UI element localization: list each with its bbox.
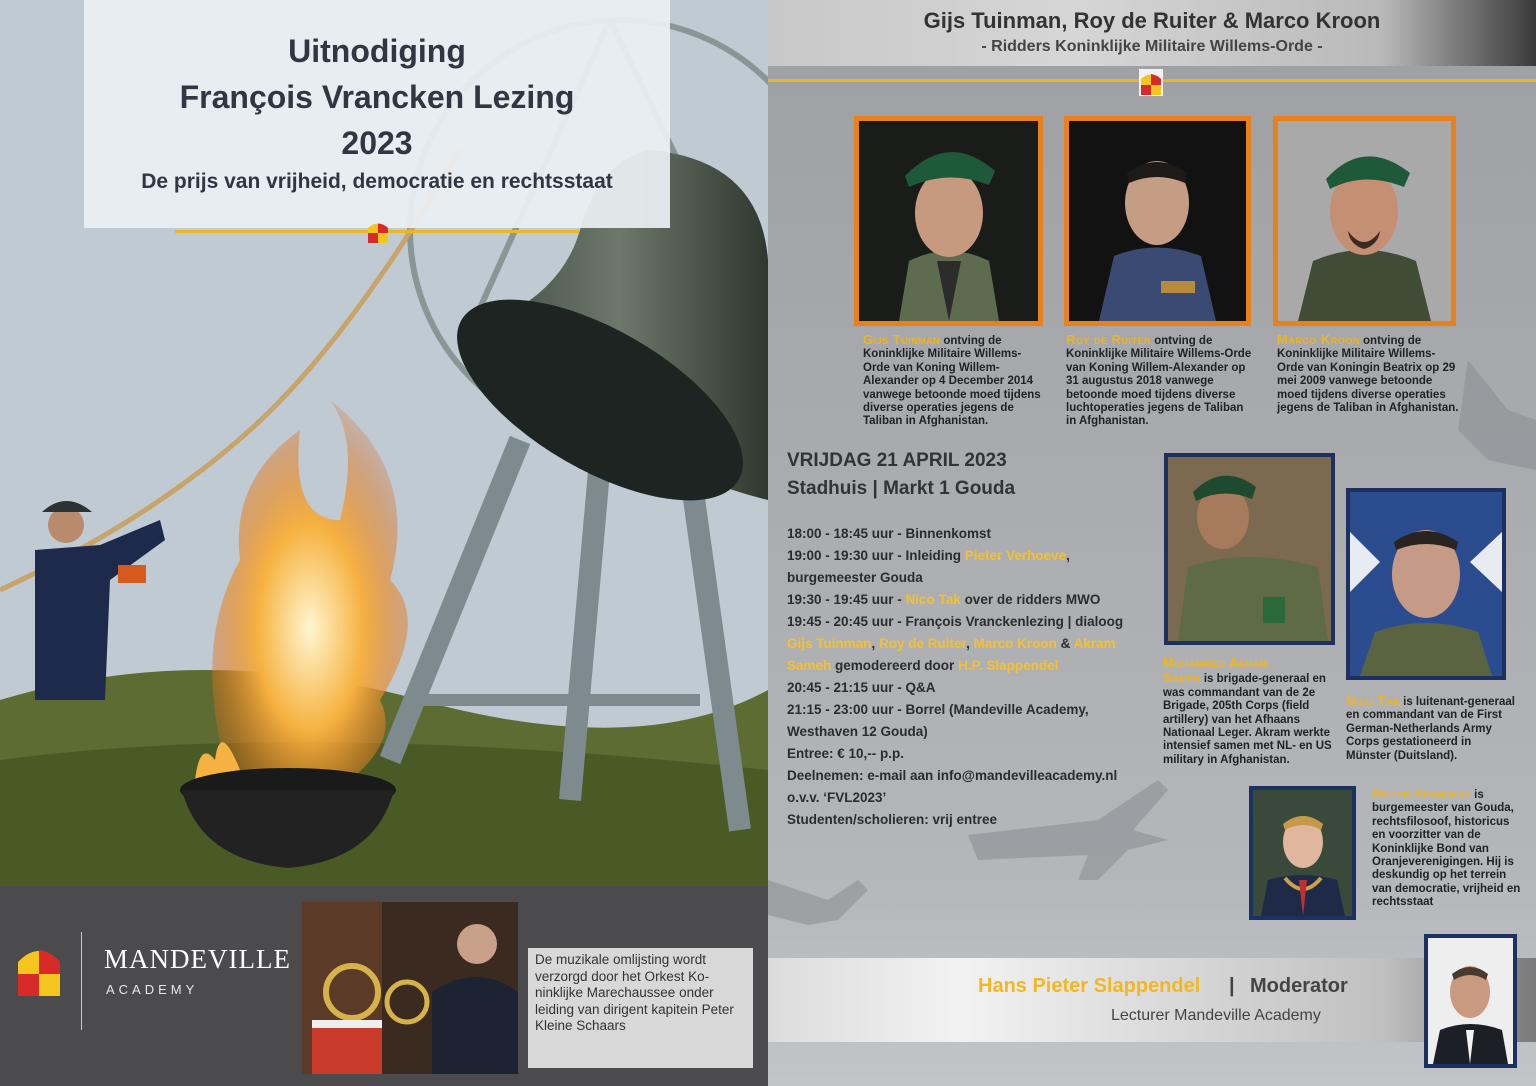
orchestra-photo <box>302 902 518 1074</box>
program-line: 19:00 - 19:30 uur - Inleiding Pieter Verhoeve, <box>787 548 1070 563</box>
bio-akram-sameh <box>1163 656 1333 767</box>
mandeville-shield-icon <box>366 219 390 244</box>
music-note-box <box>528 948 753 1068</box>
portrait-pieter-verhoeve <box>1249 786 1356 920</box>
moderator-role: Moderator <box>1250 975 1348 997</box>
event-date: VRIJDAG 21 APRIL 2023 <box>787 450 1007 471</box>
bio-name-2: Sameh <box>1163 670 1201 686</box>
bio-name: Pieter Verhoeve <box>1372 786 1471 801</box>
bio-gijs-tuinman <box>863 333 1048 429</box>
event-venue: Stadhuis | Markt 1 Gouda <box>787 478 1016 499</box>
music-text: De muzikale omlijsting wordt verzorgd door het Orkest Ko-ninklijke Marechaussee onder leiding van dirigent kapitein Peter Kleine Schaars <box>535 952 734 1033</box>
bio-roy-de-ruiter <box>1066 333 1256 429</box>
bio-text: is burgemeester van Gouda, rechtsfilosoof, historicus en voorzitter van de Koninklijke Bond van Oranjeverenigingen. Hij is deskundig op het terrein van democratie, vrijheid en rechtsstaat <box>1372 789 1521 909</box>
program-line: Deelnemen: e-mail aan info@mandevilleacademy.nl <box>787 768 1118 783</box>
moderator-name: Hans Pieter Slappendel <box>978 975 1201 997</box>
program-line: Sameh gemodereerd door H.P. Slappendel <box>787 658 1059 673</box>
brand-name: MANDEVILLE <box>104 944 291 974</box>
header-bar <box>768 0 1536 66</box>
program-line: Entree: € 10,-- p.p. <box>787 746 905 761</box>
program-line: 18:00 - 18:45 uur - Binnenkomst <box>787 526 992 541</box>
bio-name: Roy de Ruiter <box>1066 332 1152 347</box>
bio-text: is luitenant-generaal en commandant van de First German-Netherlands Army Corps gestationeerd in Münster (Duitsland). <box>1346 696 1515 762</box>
title-box <box>84 0 670 228</box>
program-line: burgemeester Gouda <box>787 570 923 585</box>
bio-text: is brigade-generaal en was commandant van de 2e Brigade, 205th Corps (field artillery) van het Afhaans Nationaal Leger. Akram werkte intensief samen met NL- en US military in Afghanistan. <box>1163 673 1332 766</box>
bio-pieter-verhoeve <box>1372 787 1522 910</box>
lecture-year: 2023 <box>341 125 413 161</box>
bio-nico-tak <box>1346 694 1516 763</box>
moderator-bar <box>768 958 1536 1042</box>
bio-name: Mohammed Akram <box>1163 655 1268 670</box>
portrait-marco-kroon <box>1273 116 1456 326</box>
portrait-gijs-tuinman <box>854 116 1043 326</box>
program-line: Studenten/scholieren: vrij entree <box>787 812 998 827</box>
bio-text: ontving de Koninklijke Militaire Willems-Orde van Koningin Beatrix op 29 mei 2009 vanwege betoonde moed tijdens diverse operaties jegens de Taliban in Afghanistan. <box>1277 335 1459 415</box>
header-subtitle: - Ridders Koninklijke Militaire Willems-Orde - <box>981 38 1323 55</box>
bio-marco-kroon <box>1277 333 1462 415</box>
portrait-nico-tak <box>1346 488 1506 680</box>
portrait-hans-pieter-slappendel <box>1424 934 1517 1068</box>
program-page <box>768 0 1536 1086</box>
lecture-title: François Vrancken Lezing <box>179 79 575 115</box>
program-line: Gijs Tuinman, Roy de Ruiter, Marco Kroon & Akram <box>787 636 1116 651</box>
bio-name: Nico Tak <box>1346 693 1400 708</box>
bio-text: ontving de Koninklijke Militaire Willems-Orde van Koning Willem-Alexander op 4 December 2014 vanwege betoonde moed tijdens diverse operaties jegens de Taliban in Afghanistan. <box>863 335 1041 428</box>
program-line: Westhaven 12 Gouda) <box>787 724 928 739</box>
footer-divider <box>81 932 82 1030</box>
bio-name: Marco Kroon <box>1277 332 1360 347</box>
program-line: 19:45 - 20:45 uur - François Vranckenlezing | dialoog <box>787 614 1124 629</box>
moderator-separator: | <box>1229 975 1235 997</box>
portrait-akram-sameh <box>1164 453 1335 645</box>
brand-subtitle: ACADEMY <box>106 982 199 997</box>
invitation-title: Uitnodiging <box>288 33 466 69</box>
program-line: o.v.v. ‘FVL2023’ <box>787 790 887 805</box>
program-line: 19:30 - 19:45 uur - Nico Tak over de ridders MWO <box>787 592 1101 607</box>
bio-text: ontving de Koninklijke Militaire Willems-Orde van Koning Willem-Alexander op 31 augustus 2018 vanwege betoonde moed tijdens diverse luchtoperaties jegens de Taliban in Afghanistan. <box>1066 335 1252 428</box>
lecture-subtitle: De prijs van vrijheid, democratie en rechtsstaat <box>141 170 613 193</box>
header-names: Gijs Tuinman, Roy de Ruiter & Marco Kroon <box>923 8 1381 33</box>
moderator-title: Lecturer Mandeville Academy <box>1111 1007 1321 1024</box>
program-list <box>787 523 1137 831</box>
program-line: 20:45 - 21:15 uur - Q&A <box>787 680 936 695</box>
bio-name: Gijs Tuinman <box>863 332 941 347</box>
program-line: 21:15 - 23:00 uur - Borrel (Mandeville Academy, <box>787 702 1089 717</box>
mandeville-logo-icon <box>18 944 60 996</box>
portrait-roy-de-ruiter <box>1064 116 1251 326</box>
mandeville-shield-icon <box>1139 69 1163 96</box>
